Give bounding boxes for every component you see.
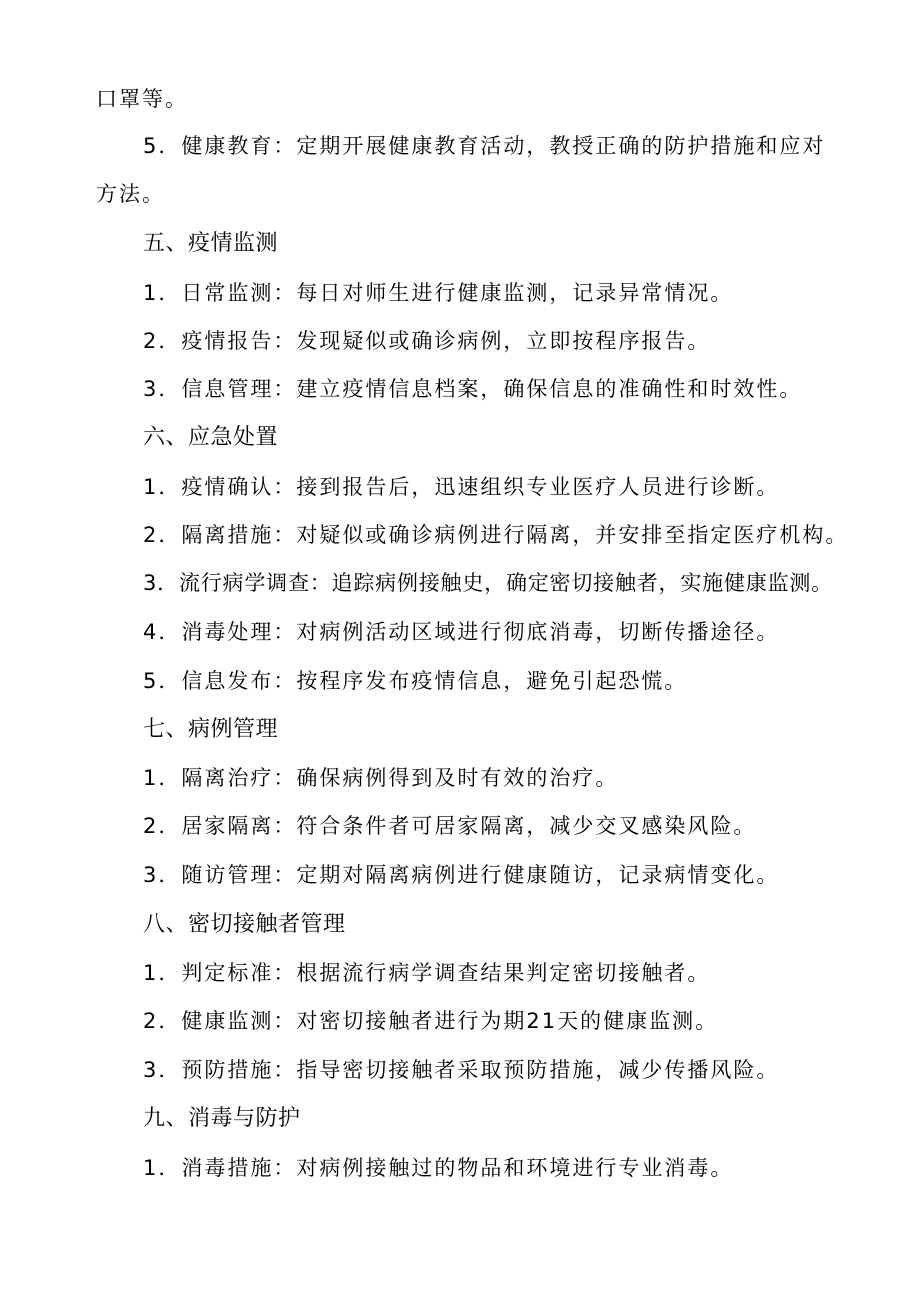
list-item: 4．消毒处理：对病例活动区域进行彻底消毒，切断传播途径。: [143, 620, 780, 644]
paragraph-line: 方法。: [96, 182, 165, 206]
list-item: 3．信息管理：建立疫情信息档案，确保信息的准确性和时效性。: [143, 377, 803, 401]
list-item: 2．疫情报告：发现疑似或确诊病例，立即按程序报告。: [143, 329, 711, 353]
list-item: 1．隔离治疗：确保病例得到及时有效的治疗。: [143, 766, 619, 790]
list-item: 3．流行病学调查：追踪病例接触史，确定密切接触者，实施健康监测。: [143, 571, 833, 595]
paragraph-line: 口罩等。: [96, 87, 188, 111]
list-item: 1．日常监测：每日对师生进行健康监测，记录异常情况。: [143, 281, 734, 305]
section-heading: 七、病例管理: [143, 717, 279, 742]
list-item: 5．健康教育：定期开展健康教育活动，教授正确的防护措施和应对: [143, 134, 826, 158]
list-item: 1．判定标准：根据流行病学调查结果判定密切接触者。: [143, 961, 711, 985]
section-heading: 八、密切接触者管理: [143, 912, 346, 937]
section-heading: 六、应急处置: [143, 425, 279, 450]
list-item: 2．健康监测：对密切接触者进行为期21天的健康监测。: [143, 1009, 719, 1033]
list-item: 3．随访管理：定期对隔离病例进行健康随访，记录病情变化。: [143, 863, 780, 887]
section-heading: 五、疫情监测: [143, 231, 279, 256]
list-item: 2．居家隔离：符合条件者可居家隔离，减少交叉感染风险。: [143, 814, 757, 838]
list-item: 1．消毒措施：对病例接触过的物品和环境进行专业消毒。: [143, 1156, 734, 1180]
list-item: 2．隔离措施：对疑似或确诊病例进行隔离，并安排至指定医疗机构。: [143, 523, 849, 547]
list-item: 3．预防措施：指导密切接触者采取预防措施，减少传播风险。: [143, 1058, 780, 1082]
section-heading: 九、消毒与防护: [143, 1106, 301, 1131]
list-item: 5．信息发布：按程序发布疫情信息，避免引起恐慌。: [143, 669, 688, 693]
list-item: 1．疫情确认：接到报告后，迅速组织专业医疗人员进行诊断。: [143, 475, 780, 499]
